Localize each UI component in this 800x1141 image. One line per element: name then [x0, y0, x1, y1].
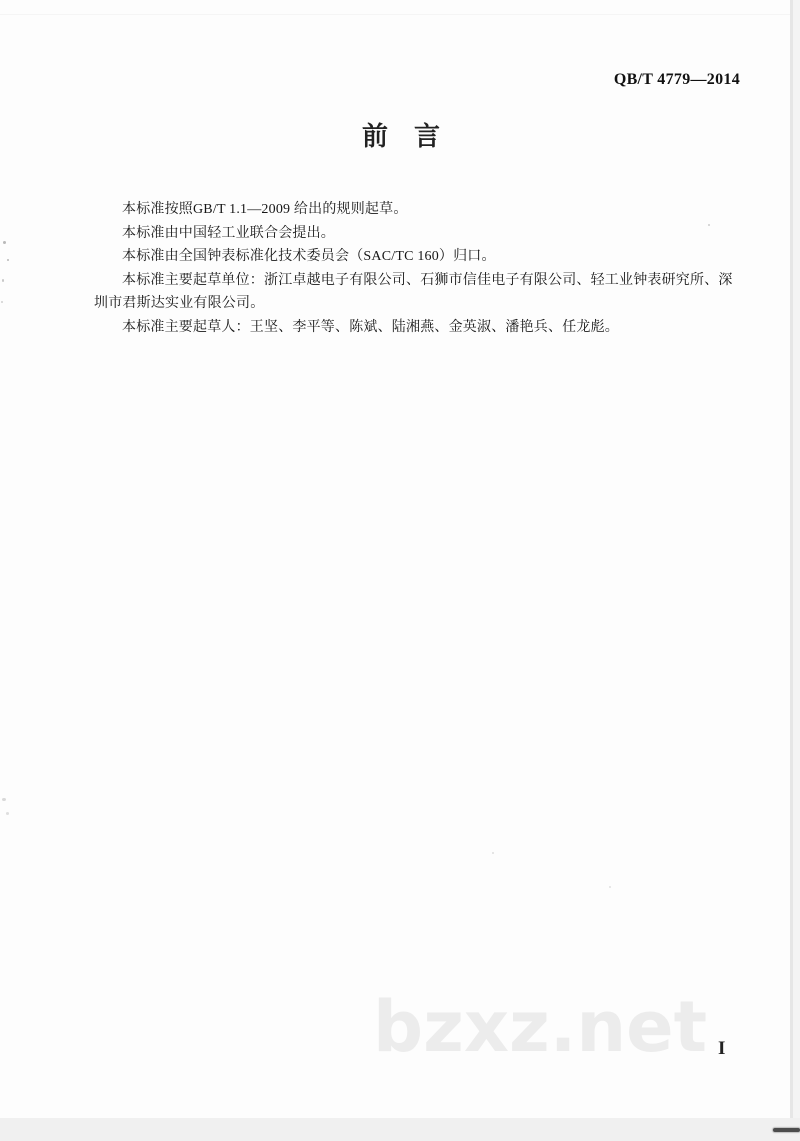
page-number: I	[718, 1038, 726, 1059]
foreword-body	[94, 198, 746, 339]
scan-speck	[708, 224, 710, 226]
site-watermark: bzxz.net	[373, 986, 708, 1068]
scan-speck	[1, 301, 3, 303]
body-line: 本标准按照GB/T 1.1—2009 给出的规则起草。	[122, 202, 408, 217]
scan-speck	[3, 241, 6, 244]
standard-number: QB/T 4779—2014	[613, 71, 740, 88]
body-line: 圳市君斯达实业有限公司。	[94, 296, 265, 311]
scan-speck	[7, 259, 9, 261]
body-line: 本标准主要起草人：王坚、李平等、陈斌、陆湘燕、金英淑、潘艳兵、任龙彪。	[122, 319, 619, 335]
scan-speck	[2, 279, 4, 282]
body-line: 本标准主要起草单位：浙江卓越电子有限公司、石狮市信佳电子有限公司、轻工业钟表研究所、深	[122, 272, 733, 288]
scan-speck	[6, 812, 9, 815]
scan-corner-mark	[773, 1128, 800, 1132]
scan-edge-band	[793, 0, 800, 1141]
body-line: 本标准由全国钟表标准化技术委员会（SAC/TC 160）归口。	[122, 249, 496, 264]
scan-speck	[2, 798, 6, 801]
scan-edge-strip	[0, 1118, 800, 1141]
scan-edge-line	[0, 14, 800, 15]
body-line: 本标准由中国轻工业联合会提出。	[122, 225, 335, 241]
scan-speck	[609, 886, 611, 888]
scan-speck	[492, 852, 494, 854]
scan-edge-line	[790, 0, 793, 1141]
page-title-foreword: 前 言	[362, 121, 441, 151]
